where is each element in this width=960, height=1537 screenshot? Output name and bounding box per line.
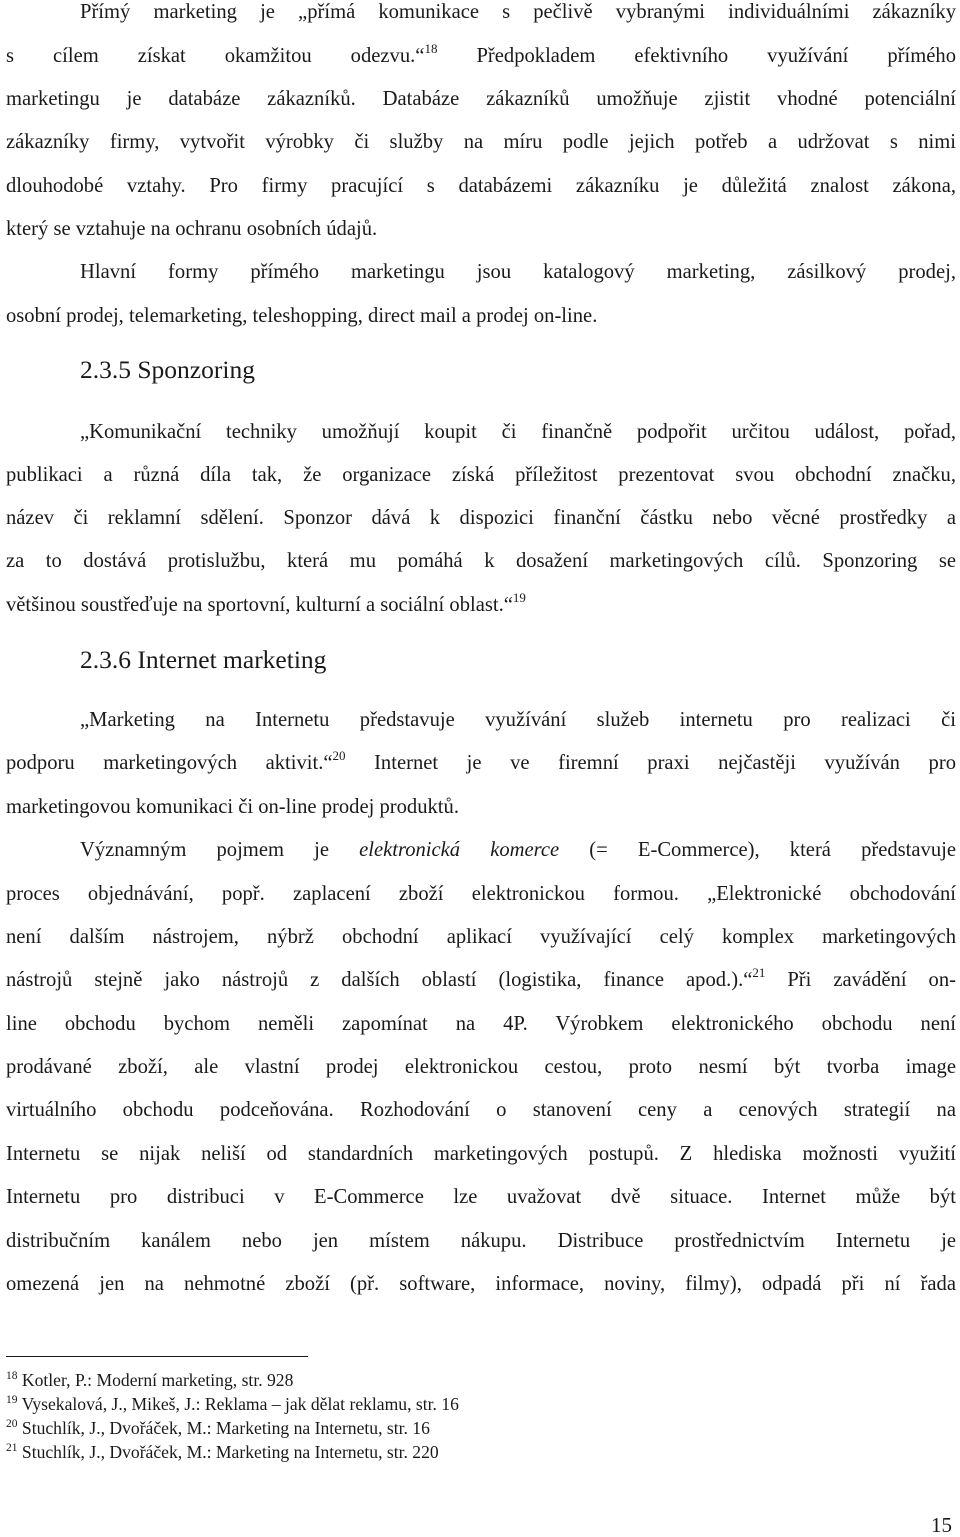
paragraph-line: virtuálního obchodu podceňována. Rozhodování o stanovení ceny a cenových strategií na <box>6 1099 956 1121</box>
paragraph-line: Hlavní formy přímého marketingu jsou katalogový marketing, zásilkový prodej, <box>80 261 956 283</box>
footnote-text: Kotler, P.: Moderní marketing, str. 928 <box>21 1370 294 1390</box>
paragraph-line: „Komunikační techniky umožňují koupit či finančně podpořit určitou událost, pořad, <box>80 421 956 443</box>
paragraph-line: prodávané zboží, ale vlastní prodej elektronickou cestou, proto nesmí být tvorba image <box>6 1056 956 1078</box>
text-span: Předpokladem efektivního využívání přímého <box>437 45 956 67</box>
paragraph-line <box>80 838 956 862</box>
text-span: Při zavádění on- <box>765 969 956 991</box>
paragraph-line: „Marketing na Internetu představuje využívání služeb internetu pro realizaci či <box>80 709 956 731</box>
text-span: (= E-Commerce), která představuje <box>559 839 956 861</box>
footnote-ref: 18 <box>424 41 438 56</box>
footnote-text: Stuchlík, J., Dvořáček, M.: Marketing na Internetu, str. 220 <box>21 1442 439 1462</box>
footnote-separator <box>6 1356 308 1357</box>
footnote <box>6 1418 430 1438</box>
footnote <box>6 1442 439 1462</box>
paragraph-line <box>6 965 956 992</box>
section-heading: 2.3.5 Sponzoring <box>80 355 255 384</box>
paragraph-line: proces objednávání, popř. zaplacení zboží elektronickou formou. „Elektronické obchodování <box>6 883 956 905</box>
footnote-number: 18 <box>6 1370 18 1382</box>
footnote <box>6 1394 459 1414</box>
paragraph-line: marketingu je databáze zákazníků. Databáze zákazníků umožňuje zjistit vhodné potenciální <box>6 88 956 110</box>
paragraph-line <box>6 590 956 617</box>
paragraph-line: marketingovou komunikaci či on-line prodej produktů. <box>6 796 459 818</box>
text-span: s cílem získat okamžitou odezvu.“ <box>6 45 425 67</box>
footnote-number: 21 <box>6 1442 18 1454</box>
footnote-ref: 21 <box>752 965 766 980</box>
text-span: Internet je ve firemní praxi nejčastěji využíván pro <box>345 752 956 774</box>
footnote <box>6 1370 293 1390</box>
paragraph-line: line obchodu bychom neměli zapomínat na 4P. Výrobkem elektronického obchodu není <box>6 1013 956 1035</box>
text-span: podporu marketingových aktivit.“ <box>6 752 333 774</box>
italic-term: elektronická komerce <box>359 839 560 861</box>
paragraph-line: Internetu se nijak neliší od standardních marketingových postupů. Z hlediska možnosti využití <box>6 1143 956 1165</box>
paragraph-line: název či reklamní sdělení. Sponzor dává k dispozici finanční částku nebo věcné prostředky a <box>6 507 956 529</box>
footnote-number: 20 <box>6 1418 18 1430</box>
paragraph-line <box>6 41 956 68</box>
paragraph-line: publikaci a různá díla tak, že organizace získá příležitost prezentovat svou obchodní značku, <box>6 464 956 486</box>
paragraph-line: omezená jen na nehmotné zboží (př. software, informace, noviny, filmy), odpadá při ní řada <box>6 1273 956 1295</box>
paragraph-line: Přímý marketing je „přímá komunikace s pečlivě vybranými individuálními zákazníky <box>80 1 956 23</box>
footnote-ref: 19 <box>512 590 526 605</box>
paragraph-line: zákazníky firmy, vytvořit výrobky či služby na míru podle jejich potřeb a udržovat s nimi <box>6 131 956 153</box>
paragraph-line: Internetu pro distribuci v E-Commerce lze uvažovat dvě situace. Internet může být <box>6 1186 956 1208</box>
paragraph-line: dlouhodobé vztahy. Pro firmy pracující s databázemi zákazníku je důležitá znalost zákona, <box>6 175 956 197</box>
paragraph-line: osobní prodej, telemarketing, teleshopping, direct mail a prodej on-line. <box>6 305 598 327</box>
text-span: Významným pojmem je <box>80 839 360 861</box>
text-span: většinou soustřeďuje na sportovní, kulturní a sociální oblast.“ <box>6 594 513 616</box>
page-number: 15 <box>931 1513 952 1537</box>
section-heading: 2.3.6 Internet marketing <box>80 645 327 674</box>
footnote-text: Vysekalová, J., Mikeš, J.: Reklama – jak dělat reklamu, str. 16 <box>21 1394 459 1414</box>
paragraph-line: distribučním kanálem nebo jen místem nákupu. Distribuce prostřednictvím Internetu je <box>6 1230 956 1252</box>
footnote-number: 19 <box>6 1394 18 1406</box>
text-span: nástrojů stejně jako nástrojů z dalších oblastí (logistika, finance apod.).“ <box>6 969 753 991</box>
paragraph-line <box>6 748 956 775</box>
footnote-ref: 20 <box>332 748 346 763</box>
paragraph-line: který se vztahuje na ochranu osobních údajů. <box>6 218 378 240</box>
footnote-text: Stuchlík, J., Dvořáček, M.: Marketing na Internetu, str. 16 <box>21 1418 430 1438</box>
paragraph-line: není dalším nástrojem, nýbrž obchodní aplikací využívající celý komplex marketingových <box>6 926 956 948</box>
paragraph-line: za to dostává protislužbu, která mu pomáhá k dosažení marketingových cílů. Sponzoring se <box>6 550 956 572</box>
